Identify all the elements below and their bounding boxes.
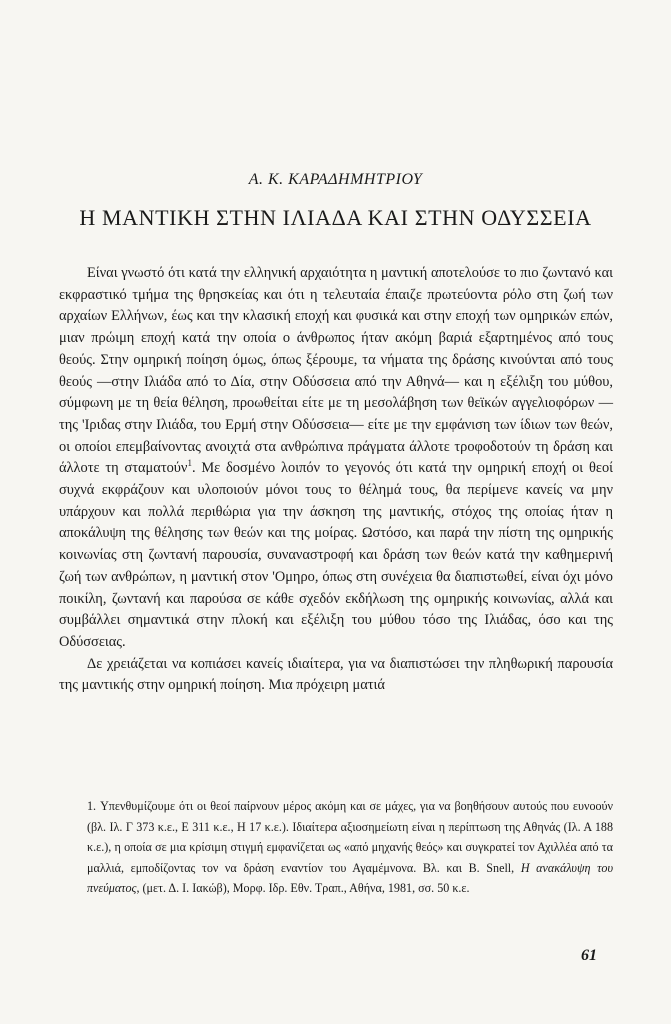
footnote: [87, 796, 613, 899]
paragraph-1-part-b: . Με δοσμένο λοιπόν το γεγονός ότι κατά την ομηρική εποχή οι θεοί συχνά εκφράζουν και υλοποιούν μόνοι τους το θέλημά τους, θα περίμενε κανείς να μην υπάρχουν και πολλά περιθώρια για την άσκηση της μαντικής, στόχος της οποίας ήταν η αποκάλυψη της θέλησης των θεών και της μοίρας. Ωστόσο, και παρά την πίστη της ομηρικής κοινωνίας στη ζωντανή παρουσία, συναναστροφή και δράση των θεών κατά την καθημερινή ζωή των ανθρώπων, η μαντική στον 'Ομηρο, όπως στη συνέχεια θα διαπιστωθεί, είναι όχι μόνο ποικίλη, ζωντανή και παρούσα σε κάθε σχεδόν εκδήλωση της ομηρικής κοινωνίας, αλλά και συμβάλλει σημαντικά στην πλοκή και εξέλιξη του μύθου τόσο της Ιλιάδας, όσο και της Οδύσσειας.: [59, 460, 614, 650]
footnote-number: 1.: [87, 799, 97, 813]
footnote-book-title: Η ανακάλυψη του πνεύματος: [87, 860, 613, 896]
paragraph-1-part-a: Είναι γνωστό ότι κατά την ελληνική αρχαιότητα η μαντική αποτελούσε το πιο ζωντανό και εκφραστικό τμήμα της θρησκείας και ότι η τελευταία έπαιζε πρωτεύοντα ρόλο στη ζωή των αρχαίων Ελλήνων, έως και την κλασική εποχή και φυσικά και στην εποχή των ομηρικών επών, μιαν πρώιμη εποχή κατά την οποία ο άνθρωπος ήταν ακόμη βαριά εξαρτημένος από τους θεούς. Στην ομηρική ποίηση όμως, όπως ξέρουμε, τα νήματα της δράσης κινούνται από τους θεούς —στην Ιλιάδα από το Δία, στην Οδύσσεια από την Αθηνά— και η εξέλιξη του μύθου, σύμφωνη με τη θεία θέληση, προωθείται είτε με τη μεσολάβηση των θεϊκών αγγελιοφόρων —της 'Ιριδας στην Ιλιάδα, του Ερμή στην Οδύσσεια— είτε με την εμφάνιση των ίδιων των θεών, οι οποίοι επεμβαίνοντας ανοιχτά στα ανθρώπινα πράγματα άλλοτε τροφοδοτούν τη δράση και άλλοτε τη σταματούν: [59, 265, 613, 477]
footnote-text-a: Υπενθυμίζουμε ότι οι θεοί παίρνουν μέρος ακόμη και σε μάχες, για να βοηθήσουν αυτούς που ευνοούν (βλ. Ιλ. Γ 373 κ.ε., Ε 311 κ.ε., Η 17 κ.ε.). Ιδιαίτερα αξιοσημείωτη είναι η περίπτωση της Αθηνάς (Ιλ. Α 188 κ.ε.), η οποία σε μια κρίσιμη στιγμή εμφανίζεται ως «από μηχανής θεός» και συγκρατεί τον Αχιλλέα από τα μαλλιά, εμποδίζοντας τον να δράση εναντίον του Αγαμέμνονα. Βλ. και B. Snell,: [87, 799, 613, 875]
page-number: 61: [581, 947, 597, 964]
footnote-text-b: , (μετ. Δ. Ι. Ιακώβ), Μορφ. Ιδρ. Εθν. Τραπ., Αθήνα, 1981, σσ. 50 κ.ε.: [136, 881, 470, 896]
author-name: Α. Κ. ΚΑΡΑΔΗΜΗΤΡΙΟΥ: [248, 171, 423, 188]
article-title: Η ΜΑΝΤΙΚΗ ΣΤΗΝ ΙΛΙΑΔΑ ΚΑΙ ΣΤΗΝ ΟΔΥΣΣΕΙΑ: [79, 205, 592, 230]
paragraph-2: Δε χρειάζεται να κοπιάσει κανείς ιδιαίτερα, για να διαπιστώσει την πληθωρική παρουσία της μαντικής στην ομηρική ποίηση. Μια πρόχειρη ματιά: [59, 655, 613, 694]
footnote-marker: 1: [187, 458, 192, 469]
main-text: [59, 263, 613, 697]
paragraph-1: [59, 263, 613, 654]
